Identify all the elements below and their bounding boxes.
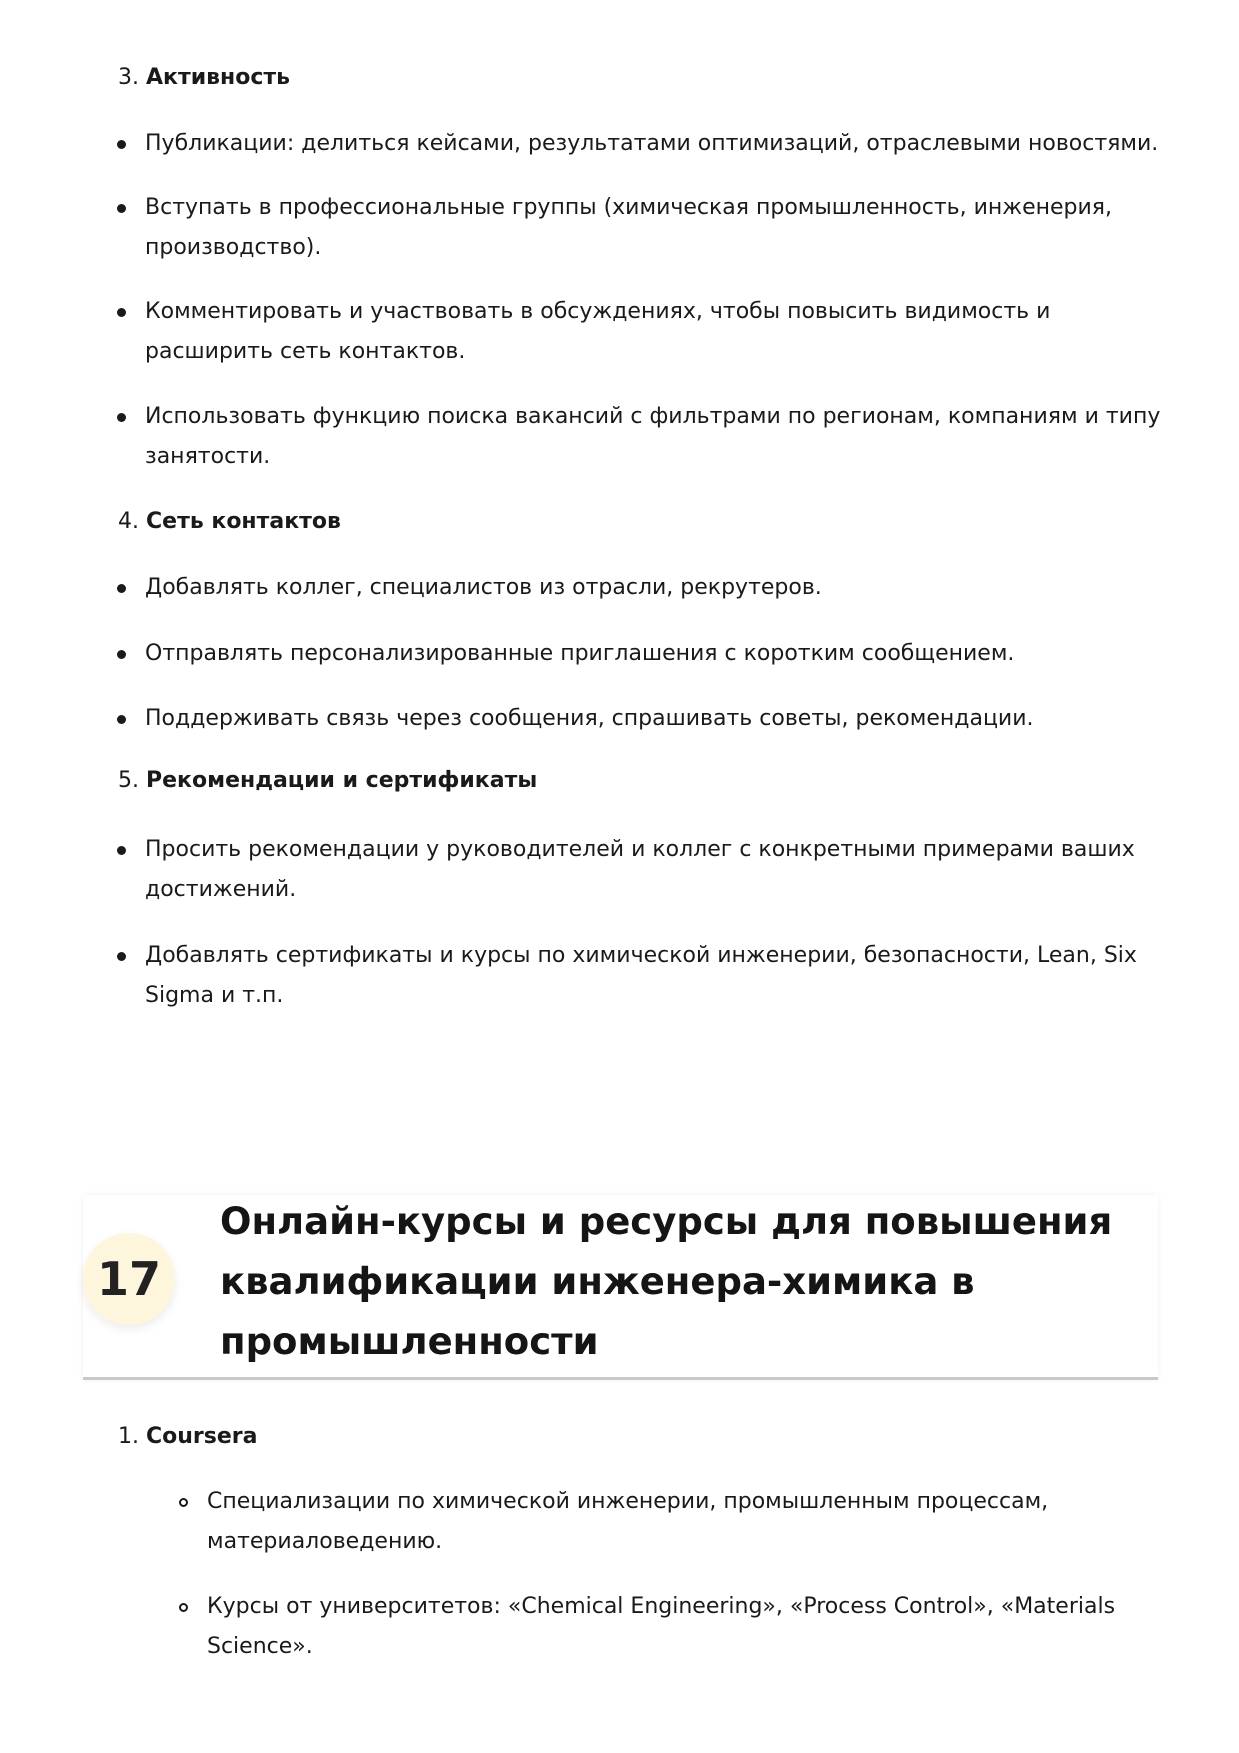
list-item-text: Вступать в профессиональные группы (химическая промышленность, инженерия, производство).	[145, 195, 1113, 260]
list-number: 1.	[118, 1424, 139, 1449]
list-item-text: Специализации по химической инженерии, промышленным процессам, материаловедению.	[207, 1489, 1049, 1554]
list-number: 4.	[118, 509, 139, 534]
list-item-text: Добавлять коллег, специалистов из отрасли, рекрутеров.	[145, 575, 822, 600]
list-item-text: Просить рекомендации у руководителей и коллег с конкретными примерами ваших достижений.	[145, 837, 1135, 902]
list-heading-label: Рекомендации и сертификаты	[146, 768, 538, 793]
list-item-text: Отправлять персонализированные приглашения с коротким сообщением.	[145, 641, 1015, 666]
list-heading-label: Coursera	[146, 1424, 258, 1449]
chapter-number-badge: 17	[83, 1233, 175, 1325]
list-number: 3.	[118, 65, 139, 90]
bullet-icon	[117, 413, 126, 422]
list-item-text: Использовать функцию поиска вакансий с фильтрами по регионам, компаниям и типу занятости.	[145, 404, 1161, 469]
bullet-icon	[117, 308, 126, 317]
bullet-icon	[117, 715, 126, 724]
bullet-icon	[117, 650, 126, 659]
bullet-icon	[117, 140, 126, 149]
bullet-icon	[117, 584, 126, 593]
bullet-icon	[117, 204, 126, 213]
list-number: 5.	[118, 768, 139, 793]
circle-bullet-icon	[179, 1603, 188, 1612]
bullet-icon	[117, 952, 126, 961]
list-heading-coursera	[118, 1422, 257, 1452]
list-heading-label: Сеть контактов	[146, 509, 341, 534]
list-item-text: Комментировать и участвовать в обсуждениях, чтобы повысить видимость и расширить сеть контактов.	[145, 299, 1051, 364]
list-item-text: Добавлять сертификаты и курсы по химической инженерии, безопасности, Lean, Six Sigma и т.п.	[145, 943, 1137, 1008]
chapter-title: Онлайн-курсы и ресурсы для повышения квалификации инженера-химика в промышленности	[220, 1200, 1113, 1363]
circle-bullet-icon	[179, 1498, 188, 1507]
list-heading-activity	[118, 63, 290, 93]
list-heading-recommendations	[118, 766, 537, 796]
list-item-text: Курсы от университетов: «Chemical Engineering», «Process Control», «Materials Science».	[207, 1594, 1116, 1659]
list-heading-label: Активность	[146, 65, 291, 90]
bullet-icon	[117, 846, 126, 855]
list-heading-network	[118, 507, 341, 537]
list-item-text: Поддерживать связь через сообщения, спрашивать советы, рекомендации.	[145, 706, 1034, 731]
list-item-text: Публикации: делиться кейсами, результатами оптимизаций, отраслевыми новостями.	[145, 131, 1159, 156]
